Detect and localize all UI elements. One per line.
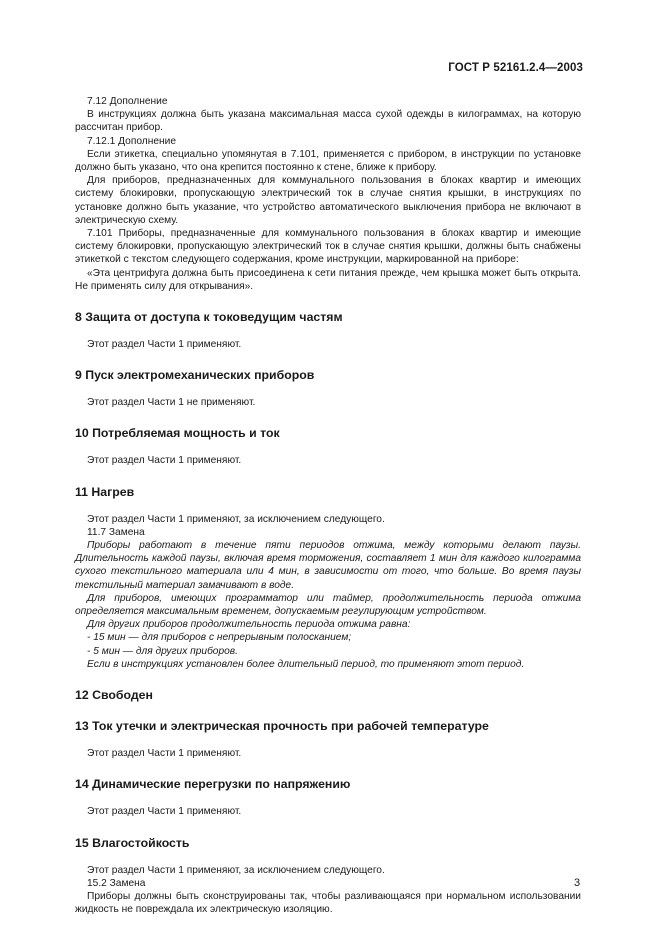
section-heading: 14 Динамические перегрузки по напряжению: [75, 777, 351, 792]
section-heading: 10 Потребляемая мощность и ток: [75, 426, 280, 441]
paragraph: 7.12.1 Дополнение: [87, 135, 177, 147]
paragraph: Если в инструкциях установлен более длительный период, то применяют этот период.: [87, 658, 525, 670]
section-heading: 9 Пуск электромеханических приборов: [75, 368, 315, 383]
paragraph: «Эта центрифуга должна быть присоединена к сети питания прежде, чем крышка может быть открыта. Не применять силу для открывания».: [75, 267, 581, 292]
section-heading: 12 Свободен: [75, 688, 153, 703]
document-code: ГОСТ Р 52161.2.4—2003: [448, 62, 583, 74]
paragraph: Этот раздел Части 1 применяют.: [87, 339, 242, 351]
paragraph: Этот раздел Части 1 применяют.: [87, 748, 242, 760]
paragraph: 7.12 Дополнение: [87, 96, 168, 107]
paragraph: Этот раздел Части 1 не применяют.: [87, 397, 256, 409]
paragraph: Этот раздел Части 1 применяют.: [87, 455, 242, 467]
paragraph: Этот раздел Части 1 применяют, за исключением следующего.: [87, 513, 385, 525]
paragraph: Для других приборов продолжительность периода отжима равна:: [87, 619, 411, 631]
paragraph: - 5 мин — для других приборов.: [87, 645, 238, 657]
paragraph: В инструкциях должна быть указана максимальная масса сухой одежды в килограммах, на которую рассчитан прибор.: [75, 109, 581, 134]
paragraph: Приборы работают в течение пяти периодов отжима, между которыми делают паузы. Длительность каждой паузы, включая время торможения, составляет 1 мин для каждого килограмма сухого текстильного материала или 4 мин, в зависимости от того, что больше. Во время паузы текстильный материал замачивают в воде.: [75, 540, 581, 591]
section-heading: 11 Нагрев: [75, 484, 135, 499]
paragraph: - 15 мин — для приборов с непрерывным полосканием;: [87, 632, 352, 644]
paragraph: Для приборов, имеющих программатор или таймер, продолжительность периода отжима определяется максимальным временем, допускаемым регулирующим устройством.: [75, 592, 581, 618]
paragraph: 7.101 Приборы, предназначенные для коммунального пользования в блоках квартир и имеющие систему блокировки, пропускающую электрический ток в случае снятия крышки, должны быть снабжены этикеткой с текстом следующего содержания, кроме инструкции, маркированной на приборе:: [75, 228, 581, 266]
paragraph: Этот раздел Части 1 применяют.: [87, 806, 242, 818]
paragraph: Приборы должны быть сконструированы так, чтобы разливающаяся при нормальном использовании жидкость не повреждала их электрическую изоляцию.: [75, 890, 581, 916]
section-heading: 15 Влагостойкость: [75, 835, 190, 850]
paragraph: 11.7 Замена: [87, 526, 145, 538]
document-body: [75, 95, 581, 916]
paragraph: Если этикетка, специально упомянутая в 7.101, применяется с прибором, в инструкции по установке должно быть указано, что она крепится постоянно к стене, ближе к прибору.: [75, 148, 581, 174]
paragraph: Этот раздел Части 1 применяют, за исключением следующего.: [87, 864, 385, 876]
page-number: 3: [574, 877, 581, 889]
paragraph: 15.2 Замена: [87, 877, 146, 889]
paragraph: Для приборов, предназначенных для коммунального пользования в блоках квартир и имеющих систему блокировки, пропускающую электрический ток в случае снятия крышки, в инструкциях по установке должно быть указание, что устройство автоматического выключения прибора не включают в электрическую схему.: [75, 175, 581, 226]
section-heading: 8 Защита от доступа к токоведущим частям: [75, 310, 343, 325]
section-heading: 13 Ток утечки и электрическая прочность при рабочей температуре: [75, 719, 489, 734]
